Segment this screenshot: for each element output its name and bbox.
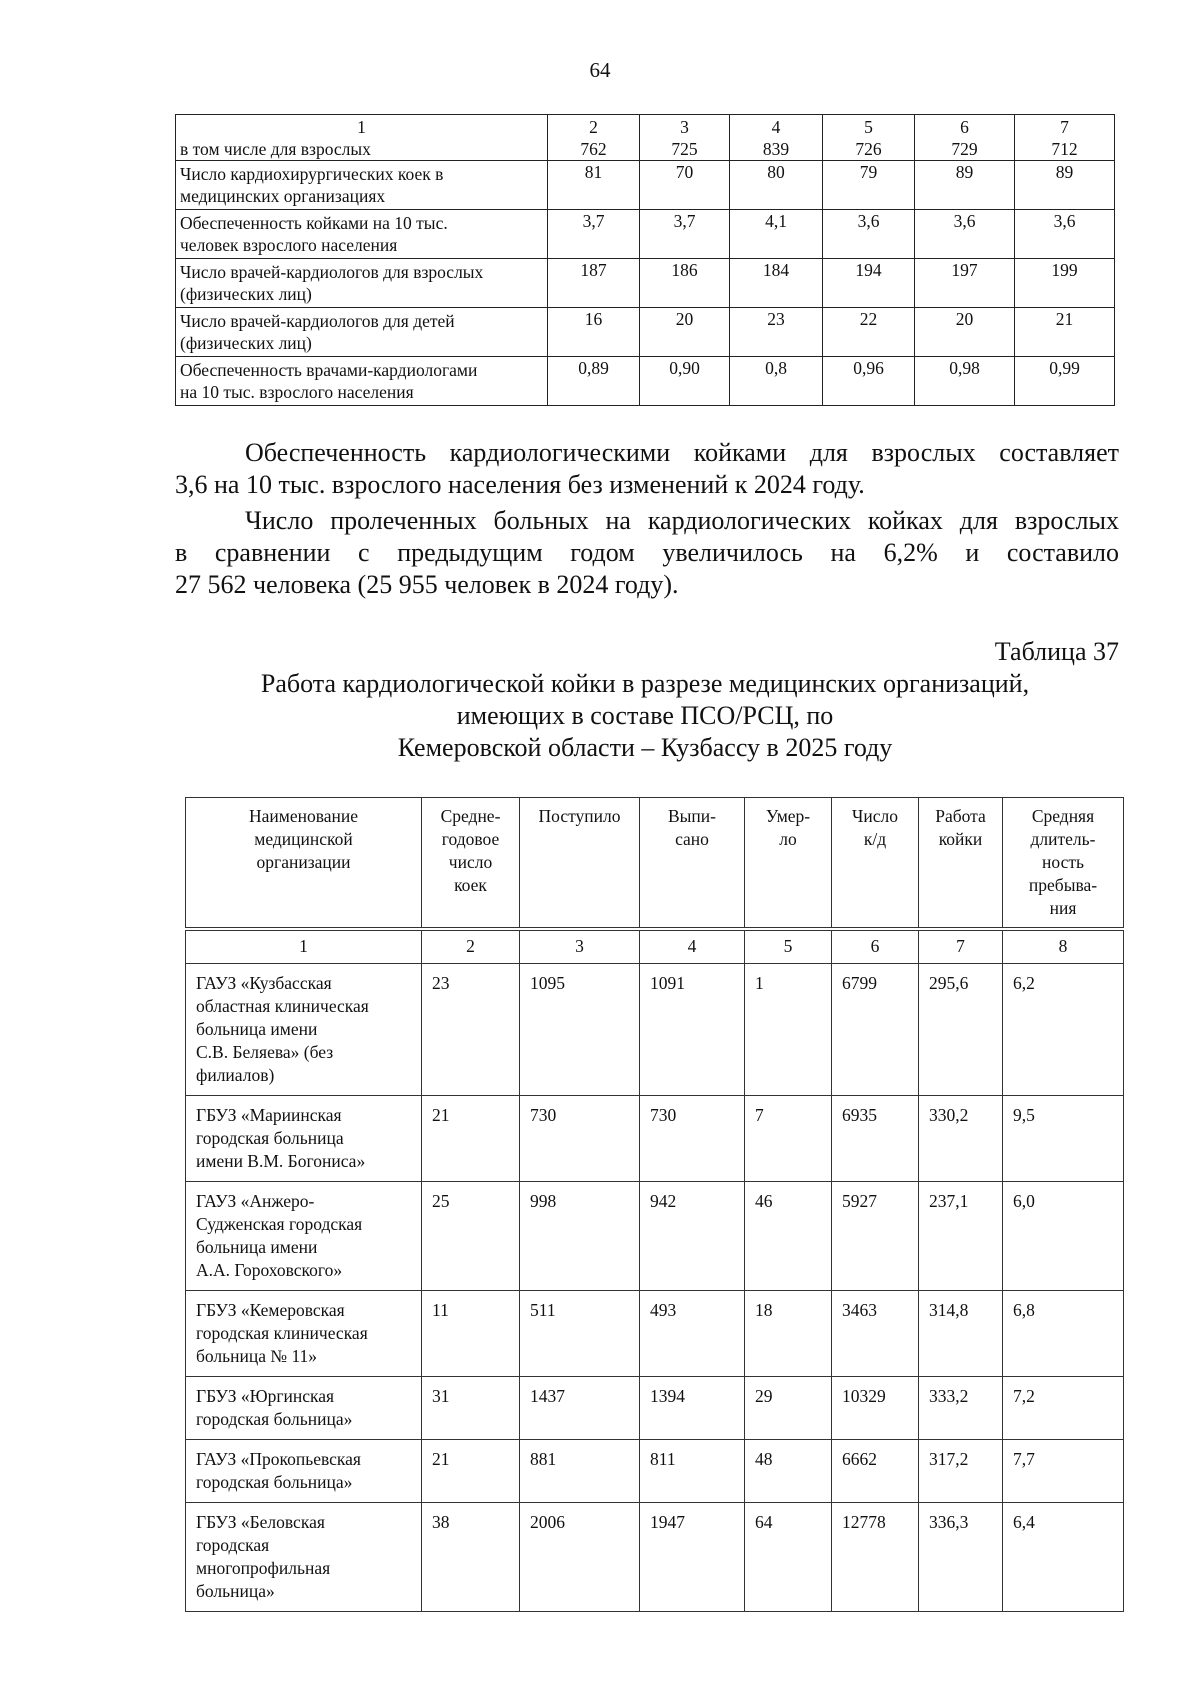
col-number: 2 (422, 931, 520, 964)
table-cell: 64 (745, 1503, 832, 1612)
table-cell: 6662 (832, 1440, 919, 1503)
row-label: в том числе для взрослых (180, 139, 371, 159)
table-cell: 3,7 (548, 210, 640, 259)
paragraph-line: Число пролеченных больных на кардиологических койках для взрослых (245, 506, 1119, 535)
table-cell: 20 (915, 308, 1015, 357)
table-cell: 6,2 (1003, 964, 1124, 1096)
table-cell: 70 (640, 161, 730, 210)
table-cell: 81 (548, 161, 640, 210)
table-cell: 197 (915, 259, 1015, 308)
row-label: Обеспеченность койками на 10 тыс. человек взрослого населения (176, 210, 548, 259)
table-cell: 317,2 (919, 1440, 1003, 1503)
table-cell: 194 (823, 259, 915, 308)
table-cell: 21 (422, 1440, 520, 1503)
col-number: 5 (745, 931, 832, 964)
table-row (186, 1377, 1124, 1440)
header-discharged: Выпи- сано (640, 798, 745, 928)
table-cell: 1947 (640, 1503, 745, 1612)
table-cell: 6935 (832, 1096, 919, 1182)
table-cell: 0,99 (1015, 357, 1115, 406)
table-cell: 493 (640, 1291, 745, 1377)
row-label: Число кардиохирургических коек в медицинских организациях (176, 161, 548, 210)
table-cell: 22 (823, 308, 915, 357)
table-cell: 6,8 (1003, 1291, 1124, 1377)
header-avg-stay: Средняя длитель- ность пребыва- ния (1003, 798, 1124, 928)
table1-col-4: 4 839 (730, 115, 823, 161)
table-cell: 20 (640, 308, 730, 357)
table-row (186, 1440, 1124, 1503)
col-number: 6 (832, 931, 919, 964)
table-cell: 187 (548, 259, 640, 308)
table-cell: 21 (422, 1096, 520, 1182)
col-number: 1 (357, 117, 366, 137)
table-cell: 330,2 (919, 1096, 1003, 1182)
table-row (186, 1291, 1124, 1377)
table-cell: 186 (640, 259, 730, 308)
table-cell: 10329 (832, 1377, 919, 1440)
table-cell: 0,96 (823, 357, 915, 406)
col-number: 3 (520, 931, 640, 964)
table-cell: 998 (520, 1182, 640, 1291)
table-cell: 333,2 (919, 1377, 1003, 1440)
table-cell: 38 (422, 1503, 520, 1612)
table-cell: 0,8 (730, 357, 823, 406)
table-cell: 1 (745, 964, 832, 1096)
paragraph-beds (175, 437, 1119, 501)
table-cell: 25 (422, 1182, 520, 1291)
table-cell: 80 (730, 161, 823, 210)
table-row (186, 1096, 1124, 1182)
org-name: ГАУЗ «Анжеро- Судженская городская больница имени А.А. Гороховского» (186, 1182, 422, 1291)
col-number: 1 (186, 931, 422, 964)
table-cell: 31 (422, 1377, 520, 1440)
table-cell: 89 (915, 161, 1015, 210)
row-label: Число врачей-кардиологов для взрослых (физических лиц) (176, 259, 548, 308)
table-row (186, 1503, 1124, 1612)
table-cell: 1437 (520, 1377, 640, 1440)
org-name: ГБУЗ «Кемеровская городская клиническая больница № 11» (186, 1291, 422, 1377)
table-cell: 46 (745, 1182, 832, 1291)
table-cell: 7,2 (1003, 1377, 1124, 1440)
table-cell: 295,6 (919, 964, 1003, 1096)
table-cell: 16 (548, 308, 640, 357)
table-cell: 811 (640, 1440, 745, 1503)
table-cell: 9,5 (1003, 1096, 1124, 1182)
paragraph-line: Обеспеченность кардиологическими койками для взрослых составляет (245, 438, 1119, 467)
row-label: Обеспеченность врачами-кардиологами на 10 тыс. взрослого населения (176, 357, 548, 406)
col-number: 8 (1003, 931, 1124, 964)
table-row (176, 210, 1115, 259)
table-cell: 11 (422, 1291, 520, 1377)
table-cell: 730 (640, 1096, 745, 1182)
table-cell: 48 (745, 1440, 832, 1503)
table-row (176, 259, 1115, 308)
table-cell: 3463 (832, 1291, 919, 1377)
table1-col-7: 7 712 (1015, 115, 1115, 161)
paragraph-patients (175, 505, 1119, 601)
table-cell: 5927 (832, 1182, 919, 1291)
table-cell: 21 (1015, 308, 1115, 357)
table-cell: 12778 (832, 1503, 919, 1612)
table-cell: 4,1 (730, 210, 823, 259)
paragraph-line: 3,6 на 10 тыс. взрослого населения без изменений к 2024 году. (175, 470, 865, 499)
table-row (176, 308, 1115, 357)
org-name: ГАУЗ «Кузбасская областная клиническая больница имени С.В. Беляева» (без филиалов) (186, 964, 422, 1096)
table-row (176, 357, 1115, 406)
table-cell: 18 (745, 1291, 832, 1377)
org-name: ГБУЗ «Мариинская городская больница имени В.М. Богониса» (186, 1096, 422, 1182)
cardio-beds-table-header (185, 797, 1124, 928)
table-cell: 237,1 (919, 1182, 1003, 1291)
table-cell: 0,90 (640, 357, 730, 406)
table1-first-cell (176, 115, 548, 161)
page-number: 64 (589, 58, 611, 82)
table-cell: 23 (730, 308, 823, 357)
col-number: 7 (919, 931, 1003, 964)
table-cell: 184 (730, 259, 823, 308)
table-number: Таблица 37 (994, 637, 1119, 666)
table1-header-row (176, 115, 1115, 161)
table-cell: 0,89 (548, 357, 640, 406)
table1-col-5: 5 726 (823, 115, 915, 161)
table-cell: 511 (520, 1291, 640, 1377)
header-avg-beds: Средне- годовое число коек (422, 798, 520, 928)
table1-col-2: 2 762 (548, 115, 640, 161)
table1-col-3: 3 725 (640, 115, 730, 161)
table-cell: 942 (640, 1182, 745, 1291)
col-number: 4 (640, 931, 745, 964)
table-cell: 23 (422, 964, 520, 1096)
table-row (176, 161, 1115, 210)
table-row (186, 1182, 1124, 1291)
table-cell: 6,4 (1003, 1503, 1124, 1612)
table-cell: 0,98 (915, 357, 1015, 406)
table-title: Работа кардиологической койки в разрезе медицинских организаций, имеющих в составе ПСО/РСЦ, по Кемеровской области – Кузбассу в 2025 году (260, 669, 1030, 762)
paragraph-line: 27 562 человека (25 955 человек в 2024 году). (175, 570, 679, 599)
org-name: ГБУЗ «Юргинская городская больница» (186, 1377, 422, 1440)
header-bed-work: Работа койки (919, 798, 1003, 928)
table-cell: 1394 (640, 1377, 745, 1440)
table-cell: 29 (745, 1377, 832, 1440)
header-bed-days: Число к/д (832, 798, 919, 928)
table-cell: 199 (1015, 259, 1115, 308)
table-row (186, 964, 1124, 1096)
table-cell: 3,7 (640, 210, 730, 259)
table-cell: 3,6 (915, 210, 1015, 259)
org-name: ГБУЗ «Беловская городская многопрофильная больница» (186, 1503, 422, 1612)
beds-doctors-table (175, 114, 1115, 406)
table-cell: 79 (823, 161, 915, 210)
table-cell: 336,3 (919, 1503, 1003, 1612)
table-cell: 314,8 (919, 1291, 1003, 1377)
row-label: Число врачей-кардиологов для детей (физических лиц) (176, 308, 548, 357)
table1-col-6: 6 729 (915, 115, 1015, 161)
header-org-name: Наименование медицинской организации (186, 798, 422, 928)
table-cell: 3,6 (1015, 210, 1115, 259)
table-cell: 6799 (832, 964, 919, 1096)
table-cell: 881 (520, 1440, 640, 1503)
header-admitted: Поступило (520, 798, 640, 928)
table-cell: 89 (1015, 161, 1115, 210)
paragraph-line: в сравнении с предыдущим годом увеличилось на 6,2% и составило (175, 538, 1119, 567)
column-number-row (186, 931, 1124, 964)
table-cell: 2006 (520, 1503, 640, 1612)
header-died: Умер- ло (745, 798, 832, 928)
table-cell: 7 (745, 1096, 832, 1182)
table-cell: 1091 (640, 964, 745, 1096)
table-cell: 730 (520, 1096, 640, 1182)
table-cell: 1095 (520, 964, 640, 1096)
table-cell: 7,7 (1003, 1440, 1124, 1503)
org-name: ГАУЗ «Прокопьевская городская больница» (186, 1440, 422, 1503)
table-cell: 6,0 (1003, 1182, 1124, 1291)
cardio-beds-table (185, 930, 1124, 1612)
table-cell: 3,6 (823, 210, 915, 259)
